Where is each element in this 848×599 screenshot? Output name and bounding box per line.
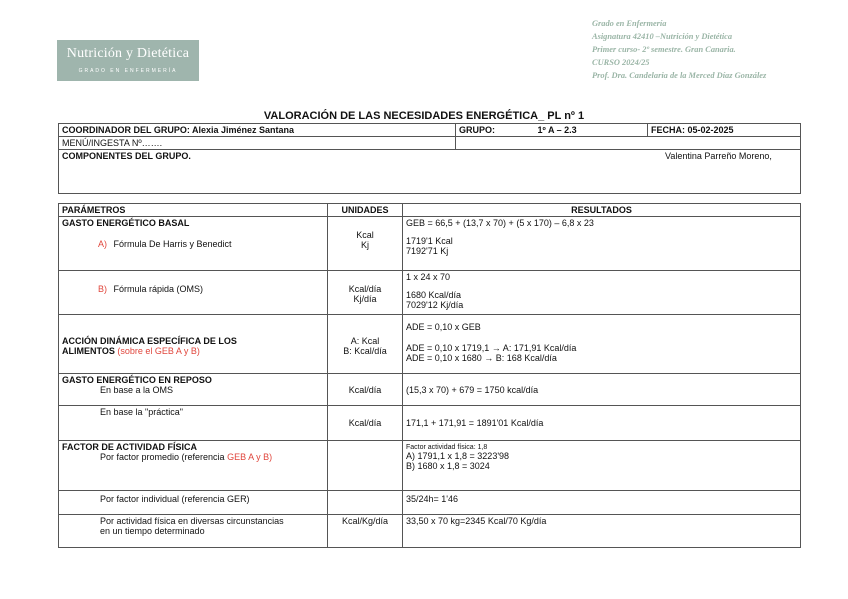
- faf-units: [328, 441, 403, 491]
- ger-unit-1: Kcal/día: [348, 385, 382, 395]
- oms-letter: B): [98, 284, 107, 294]
- faf-result-b: B) 1680 x 1,8 = 3024: [406, 461, 490, 471]
- geb-unit-1: Kcal: [356, 230, 374, 240]
- geb-result-1: 1719'1 Kcal: [406, 236, 453, 246]
- header-line: CURSO 2024/25: [592, 58, 650, 67]
- ade-title-2: ALIMENTOS: [62, 346, 115, 356]
- faf-sub-red: GEB A y B): [227, 452, 273, 462]
- geb-unit-2: Kj: [360, 240, 369, 250]
- ger-result-1: (15,3 x 70) + 679 = 1750 kcal/día: [406, 385, 539, 395]
- logo-name: Nutrición y Dietética: [66, 46, 190, 61]
- faf-indiv-value: 35/24h= 1'46: [406, 494, 459, 504]
- geb-letter: A): [98, 239, 107, 249]
- ger-result-2: 171,1 + 171,91 = 1891'01 Kcal/día: [406, 418, 544, 428]
- oms-param: [59, 271, 328, 315]
- grupo-label: GRUPO:: [459, 125, 495, 135]
- faf-result-a: A) 1791,1 x 1,8 = 3223'98: [406, 451, 510, 461]
- ade-result-2: ADE = 0,10 x 1719,1 → A: 171,91 Kcal/día: [406, 343, 577, 353]
- componentes-value: Valentina Parreño Moreno,: [665, 151, 772, 161]
- geb-results: [403, 217, 801, 271]
- faf-circ-units: Kcal/Kg/día: [328, 515, 403, 548]
- oms-result-1: 1680 Kcal/día: [406, 290, 462, 300]
- logo: [57, 40, 199, 81]
- faf-param: [59, 441, 328, 491]
- geb-units: [328, 217, 403, 271]
- faf-circ-label-2: en un tiempo determinado: [100, 526, 205, 536]
- oms-unit-2: Kj/día: [353, 294, 377, 304]
- geb-label: Fórmula De Harris y Benedict: [113, 239, 232, 249]
- header-results: RESULTADOS: [403, 204, 801, 217]
- faf-circ-value: 33,50 x 70 kg=2345 Kcal/70 Kg/día: [406, 516, 547, 526]
- oms-formula: 1 x 24 x 70: [406, 272, 451, 282]
- header-param: PARÁMETROS: [59, 204, 328, 217]
- ger-units-2: [328, 406, 403, 441]
- coordinator-label: COORDINADOR DEL GRUPO: Alexia Jiménez Santana: [59, 124, 456, 137]
- ade-unit-1: A: Kcal: [350, 336, 380, 346]
- ger-units-1: [328, 374, 403, 406]
- ger-results-1: [403, 374, 801, 406]
- faf-indiv-results: [403, 491, 801, 515]
- header-line: Prof. Dra. Candelaria de la Merced Díaz González: [592, 71, 767, 80]
- oms-result-2: 7029'12 Kj/día: [406, 300, 464, 310]
- ger-param: [59, 374, 328, 406]
- grupo-cell: [456, 124, 648, 137]
- ger-results-2: [403, 406, 801, 441]
- ade-title-2-line: [62, 346, 324, 356]
- faf-circ-param: [59, 515, 328, 548]
- oms-units: [328, 271, 403, 315]
- faf-note: Factor actividad física: 1,8: [406, 444, 488, 451]
- ade-title-1: ACCIÓN DINÁMICA ESPECÍFICA DE LOS: [62, 336, 237, 346]
- faf-results: [403, 441, 801, 491]
- geb-formula-a: [62, 239, 324, 249]
- ger-sub-2: En base la "práctica": [100, 407, 183, 417]
- faf-sub-prefix: Por factor promedio (referencia: [100, 452, 228, 462]
- ade-param: [59, 315, 328, 374]
- grupo-value: 1º A – 2.3: [537, 125, 577, 135]
- ade-results: [403, 315, 801, 374]
- componentes-label: COMPONENTES DEL GRUPO.: [62, 151, 191, 161]
- faf-sub: [62, 452, 324, 462]
- ade-result-1: ADE = 0,10 x GEB: [406, 322, 481, 332]
- menu-value[interactable]: [456, 137, 801, 150]
- ger-unit-2: Kcal/día: [348, 418, 382, 428]
- geb-title: GASTO ENERGÉTICO BASAL: [62, 218, 190, 228]
- document-title: VALORACIÓN DE LAS NECESIDADES ENERGÉTICA_ PL nº 1: [263, 110, 585, 122]
- ger-param-2: [59, 406, 328, 441]
- ger-title: GASTO ENERGÉTICO EN REPOSO: [62, 375, 212, 385]
- ade-unit-2: B: Kcal/día: [343, 346, 387, 356]
- header-units: UNIDADES: [328, 204, 403, 217]
- header-line: Asignatura 42410 –Nutrición y Dietética: [592, 32, 733, 41]
- ger-sub-1: En base a la OMS: [100, 385, 174, 395]
- parameters-table: [58, 203, 801, 548]
- ade-note: (sobre el GEB A y B): [117, 346, 200, 356]
- faf-title: FACTOR DE ACTIVIDAD FÍSICA: [62, 442, 198, 452]
- componentes-cell: [59, 150, 801, 194]
- faf-indiv-units: [328, 491, 403, 515]
- faf-indiv-param: [59, 491, 328, 515]
- header-line: Primer curso- 2º semestre. Gran Canaria.: [592, 45, 736, 54]
- oms-formula-b: [62, 284, 324, 294]
- faf-circ-label-1: Por actividad física en diversas circunstancias: [100, 516, 284, 526]
- geb-param: [59, 217, 328, 271]
- oms-label: Fórmula rápida (OMS): [113, 284, 204, 294]
- fecha-label: FECHA: 05-02-2025: [648, 124, 801, 137]
- faf-indiv-label: Por factor individual (referencia GER): [100, 494, 250, 504]
- course-header: [592, 17, 766, 82]
- faf-circ-results: [403, 515, 801, 548]
- logo-subtitle: GRADO EN ENFERMERÍA: [78, 68, 178, 74]
- oms-results: [403, 271, 801, 315]
- header-line: Grado en Enfermería: [592, 19, 667, 28]
- menu-label: MENÚ/INGESTA Nº…….: [59, 137, 456, 150]
- ade-result-3: ADE = 0,10 x 1680 → B: 168 Kcal/día: [406, 353, 557, 363]
- group-table: [58, 123, 801, 194]
- geb-result-2: 7192'71 Kj: [406, 246, 449, 256]
- oms-unit-1: Kcal/día: [348, 284, 382, 294]
- geb-formula: GEB = 66,5 + (13,7 x 70) + (5 x 170) – 6,8 x 23: [406, 218, 594, 228]
- ade-units: [328, 315, 403, 374]
